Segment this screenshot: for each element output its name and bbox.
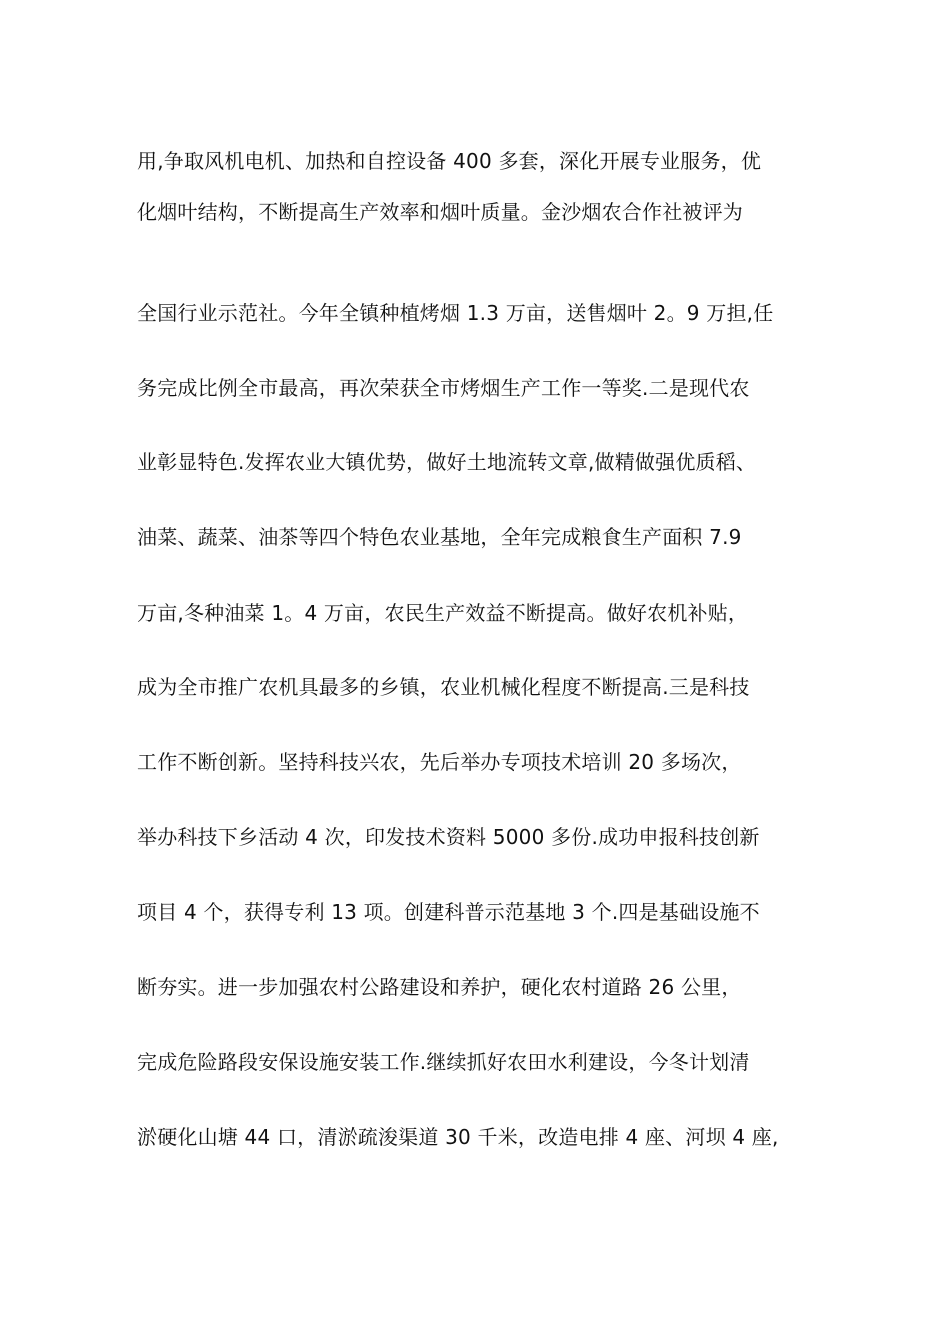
paragraph-line: 工作不断创新。坚持科技兴农，先后举办专项技术培训 20 多场次， [137,750,742,774]
paragraph-line: 业彰显特色.发挥农业大镇优势，做好土地流转文章,做精做强优质稻、 [137,450,757,474]
paragraph-line: 断夯实。进一步加强农村公路建设和养护，硬化农村道路 26 公里， [137,975,742,999]
paragraph-line: 淤硬化山塘 44 口，清淤疏浚渠道 30 千米，改造电排 4 座、河坝 4 座, [137,1125,779,1149]
paragraph-line: 完成危险路段安保设施安装工作.继续抓好农田水利建设，今冬计划清 [137,1050,750,1074]
paragraph-line: 成为全市推广农机具最多的乡镇，农业机械化程度不断提高.三是科技 [137,675,750,699]
paragraph-line: 万亩,冬种油菜 1。4 万亩，农民生产效益不断提高。做好农机补贴， [137,601,749,625]
paragraph-line: 化烟叶结构，不断提高生产效率和烟叶质量。金沙烟农合作社被评为 [137,200,743,224]
paragraph-line: 举办科技下乡活动 4 次，印发技术资料 5000 多份.成功申报科技创新 [137,825,760,849]
paragraph-line: 用,争取风机电机、加热和自控设备 400 多套，深化开展专业服务，优 [137,149,762,173]
paragraph-line: 油菜、蔬菜、油茶等四个特色农业基地，全年完成粮食生产面积 7.9 [137,525,742,549]
paragraph-line: 务完成比例全市最高，再次荣获全市烤烟生产工作一等奖.二是现代农 [137,376,750,400]
paragraph-line: 项目 4 个，获得专利 13 项。创建科普示范基地 3 个.四是基础设施不 [137,900,760,924]
paragraph-line: 全国行业示范社。今年全镇种植烤烟 1.3 万亩，送售烟叶 2。9 万担,任 [137,301,774,325]
